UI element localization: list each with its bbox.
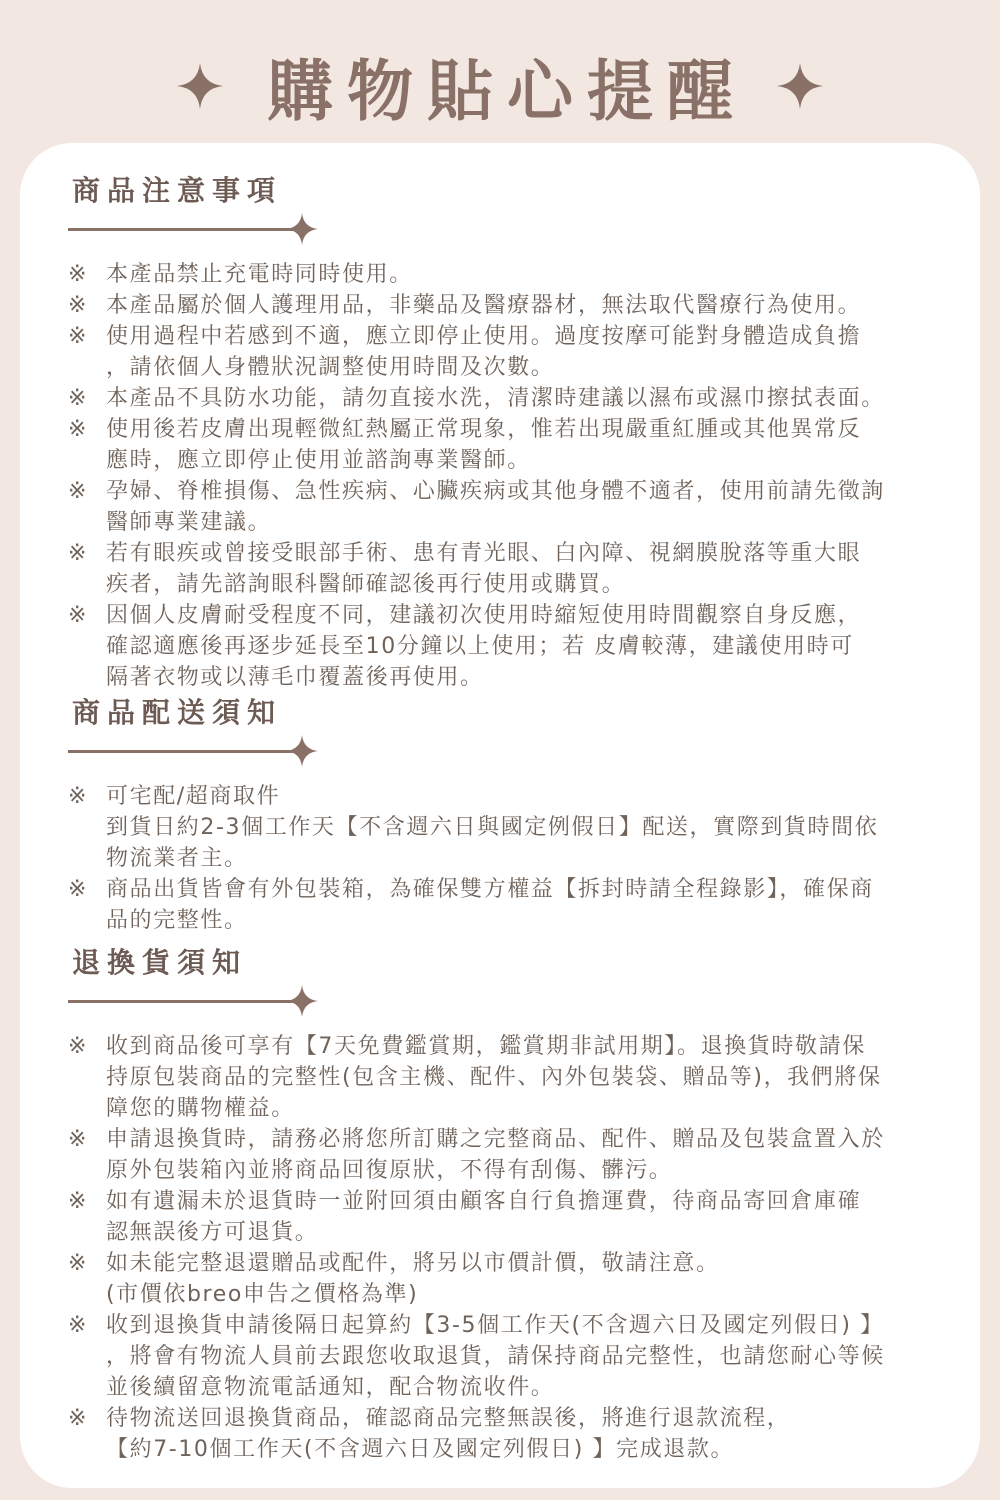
page-header xyxy=(0,38,1000,133)
list-item xyxy=(68,1186,958,1248)
bullet-mark: ※ xyxy=(68,1313,89,1338)
item-text-line: 本產品屬於個人護理用品，非藥品及醫療器材，無法取代醫療行為使用。 xyxy=(106,293,862,318)
item-text-line: 本產品禁止充電時同時使用。 xyxy=(106,262,413,287)
sparkle-divider-icon xyxy=(286,735,318,767)
item-text-line: 品的完整性。 xyxy=(106,908,248,933)
item-text-line: 應時，應立即停止使用並諮詢專業醫師。 xyxy=(106,448,531,473)
bullet-mark: ※ xyxy=(68,1189,89,1214)
list-item xyxy=(68,476,958,538)
page-title: 購物貼心提醒 xyxy=(267,53,747,130)
item-text-line: 使用後若皮膚出現輕微紅熱屬正常現象，惟若出現嚴重紅腫或其他異常反 xyxy=(106,417,862,442)
item-text-line: 並後續留意物流電話通知，配合物流收件。 xyxy=(106,1375,555,1400)
item-text-line: 可宅配/超商取件 xyxy=(106,784,281,809)
item-text-line: 疾者，請先諮詢眼科醫師確認後再行使用或購買。 xyxy=(106,572,626,597)
sparkle-divider-icon xyxy=(286,213,318,245)
bullet-mark: ※ xyxy=(68,1034,89,1059)
bullet-mark: ※ xyxy=(68,386,89,411)
bullet-mark: ※ xyxy=(68,293,89,318)
item-text-line: 本產品不具防水功能，請勿直接水洗，清潔時建議以濕布或濕巾擦拭表面。 xyxy=(106,386,885,411)
section-title: 商品配送須知 xyxy=(72,696,283,729)
item-text-line: 收到商品後可享有【7天免費鑑賞期，鑑賞期非試用期】。退換貨時敬請保 xyxy=(106,1034,866,1059)
item-text-line: 因個人皮膚耐受程度不同，建議初次使用時縮短使用時間觀察自身反應， xyxy=(106,603,862,628)
list-item xyxy=(68,1310,958,1403)
item-text-line: ，將會有物流人員前去跟您收取退貨，請保持商品完整性，也請您耐心等候 xyxy=(106,1344,885,1369)
item-text-line: 障您的購物權益。 xyxy=(106,1096,295,1121)
bullet-mark: ※ xyxy=(68,417,89,442)
section-product-notes xyxy=(68,171,958,693)
bullet-mark: ※ xyxy=(68,1127,89,1152)
bullet-mark: ※ xyxy=(68,1406,89,1431)
bullet-mark: ※ xyxy=(68,1251,89,1276)
item-text-line: 收到退換貨申請後隔日起算約【3-5個工作天(不含週六日及國定列假日) 】 xyxy=(106,1313,884,1338)
bullet-mark: ※ xyxy=(68,324,89,349)
bullet-mark: ※ xyxy=(68,603,89,628)
item-text-line: 商品出貨皆會有外包裝箱，為確保雙方權益【拆封時請全程錄影】，確保商 xyxy=(106,877,874,902)
bullet-mark: ※ xyxy=(68,262,89,287)
bullet-mark: ※ xyxy=(68,877,89,902)
list-item xyxy=(68,600,958,693)
content-card xyxy=(20,143,980,1488)
item-text-line: 物流業者主。 xyxy=(106,846,248,871)
list-item xyxy=(68,1403,958,1465)
section-divider xyxy=(68,211,318,247)
list-item xyxy=(68,290,958,321)
section-delivery xyxy=(68,693,958,936)
list-item xyxy=(68,781,958,874)
list-item xyxy=(68,538,958,600)
item-text-line: 到貨日約2-3個工作天【不含週六日與國定例假日】配送，實際到貨時間依 xyxy=(106,815,879,840)
item-text-line: 【約7-10個工作天(不含週六日及國定列假日) 】完成退款。 xyxy=(106,1437,735,1462)
notes-list xyxy=(68,259,958,693)
section-divider xyxy=(68,733,318,769)
list-item xyxy=(68,383,958,414)
section-divider xyxy=(68,983,318,1019)
item-text-line: 醫師專業建議。 xyxy=(106,510,272,535)
section-title: 退換貨須知 xyxy=(72,946,248,979)
item-text-line: 待物流送回退換貨商品，確認商品完整無誤後，將進行退款流程， xyxy=(106,1406,791,1431)
delivery-list xyxy=(68,781,958,936)
item-text-line: 孕婦、脊椎損傷、急性疾病、心臟疾病或其他身體不適者，使用前請先徵詢 xyxy=(106,479,885,504)
list-item xyxy=(68,1248,958,1310)
returns-list xyxy=(68,1031,958,1465)
bullet-mark: ※ xyxy=(68,541,89,566)
item-text-line: 如有遺漏未於退貨時一並附回須由顧客自行負擔運費，待商品寄回倉庫確 xyxy=(106,1189,862,1214)
list-item xyxy=(68,874,958,936)
item-text-line: 使用過程中若感到不適，應立即停止使用。過度按摩可能對身體造成負擔 xyxy=(106,324,862,349)
section-returns xyxy=(68,943,958,1465)
list-item xyxy=(68,1031,958,1124)
sparkle-divider-icon xyxy=(286,985,318,1017)
item-text-line: ，請依個人身體狀況調整使用時間及次數。 xyxy=(106,355,555,380)
item-text-line: 認無誤後方可退貨。 xyxy=(106,1220,319,1245)
item-text-line: 確認適應後再逐步延長至10分鐘以上使用；若 皮膚較薄，建議使用時可 xyxy=(106,634,854,659)
list-item xyxy=(68,321,958,383)
list-item xyxy=(68,414,958,476)
item-text-line: 如未能完整退還贈品或配件，將另以市價計價，敬請注意。 xyxy=(106,1251,720,1276)
sparkle-icon xyxy=(177,63,223,109)
section-title: 商品注意事項 xyxy=(72,174,283,207)
item-text-line: 隔著衣物或以薄毛巾覆蓋後再使用。 xyxy=(106,665,484,690)
bullet-mark: ※ xyxy=(68,784,89,809)
item-text-line: 若有眼疾或曾接受眼部手術、患有青光眼、白內障、視網膜脫落等重大眼 xyxy=(106,541,862,566)
bullet-mark: ※ xyxy=(68,479,89,504)
list-item xyxy=(68,259,958,290)
item-text-line: (市價依breo申告之價格為準) xyxy=(106,1282,419,1307)
list-item xyxy=(68,1124,958,1186)
sparkle-icon xyxy=(777,63,823,109)
item-text-line: 原外包裝箱內並將商品回復原狀，不得有刮傷、髒污。 xyxy=(106,1158,673,1183)
item-text-line: 持原包裝商品的完整性(包含主機、配件、內外包裝袋、贈品等)，我們將保 xyxy=(106,1065,882,1090)
item-text-line: 申請退換貨時，請務必將您所訂購之完整商品、配件、贈品及包裝盒置入於 xyxy=(106,1127,885,1152)
